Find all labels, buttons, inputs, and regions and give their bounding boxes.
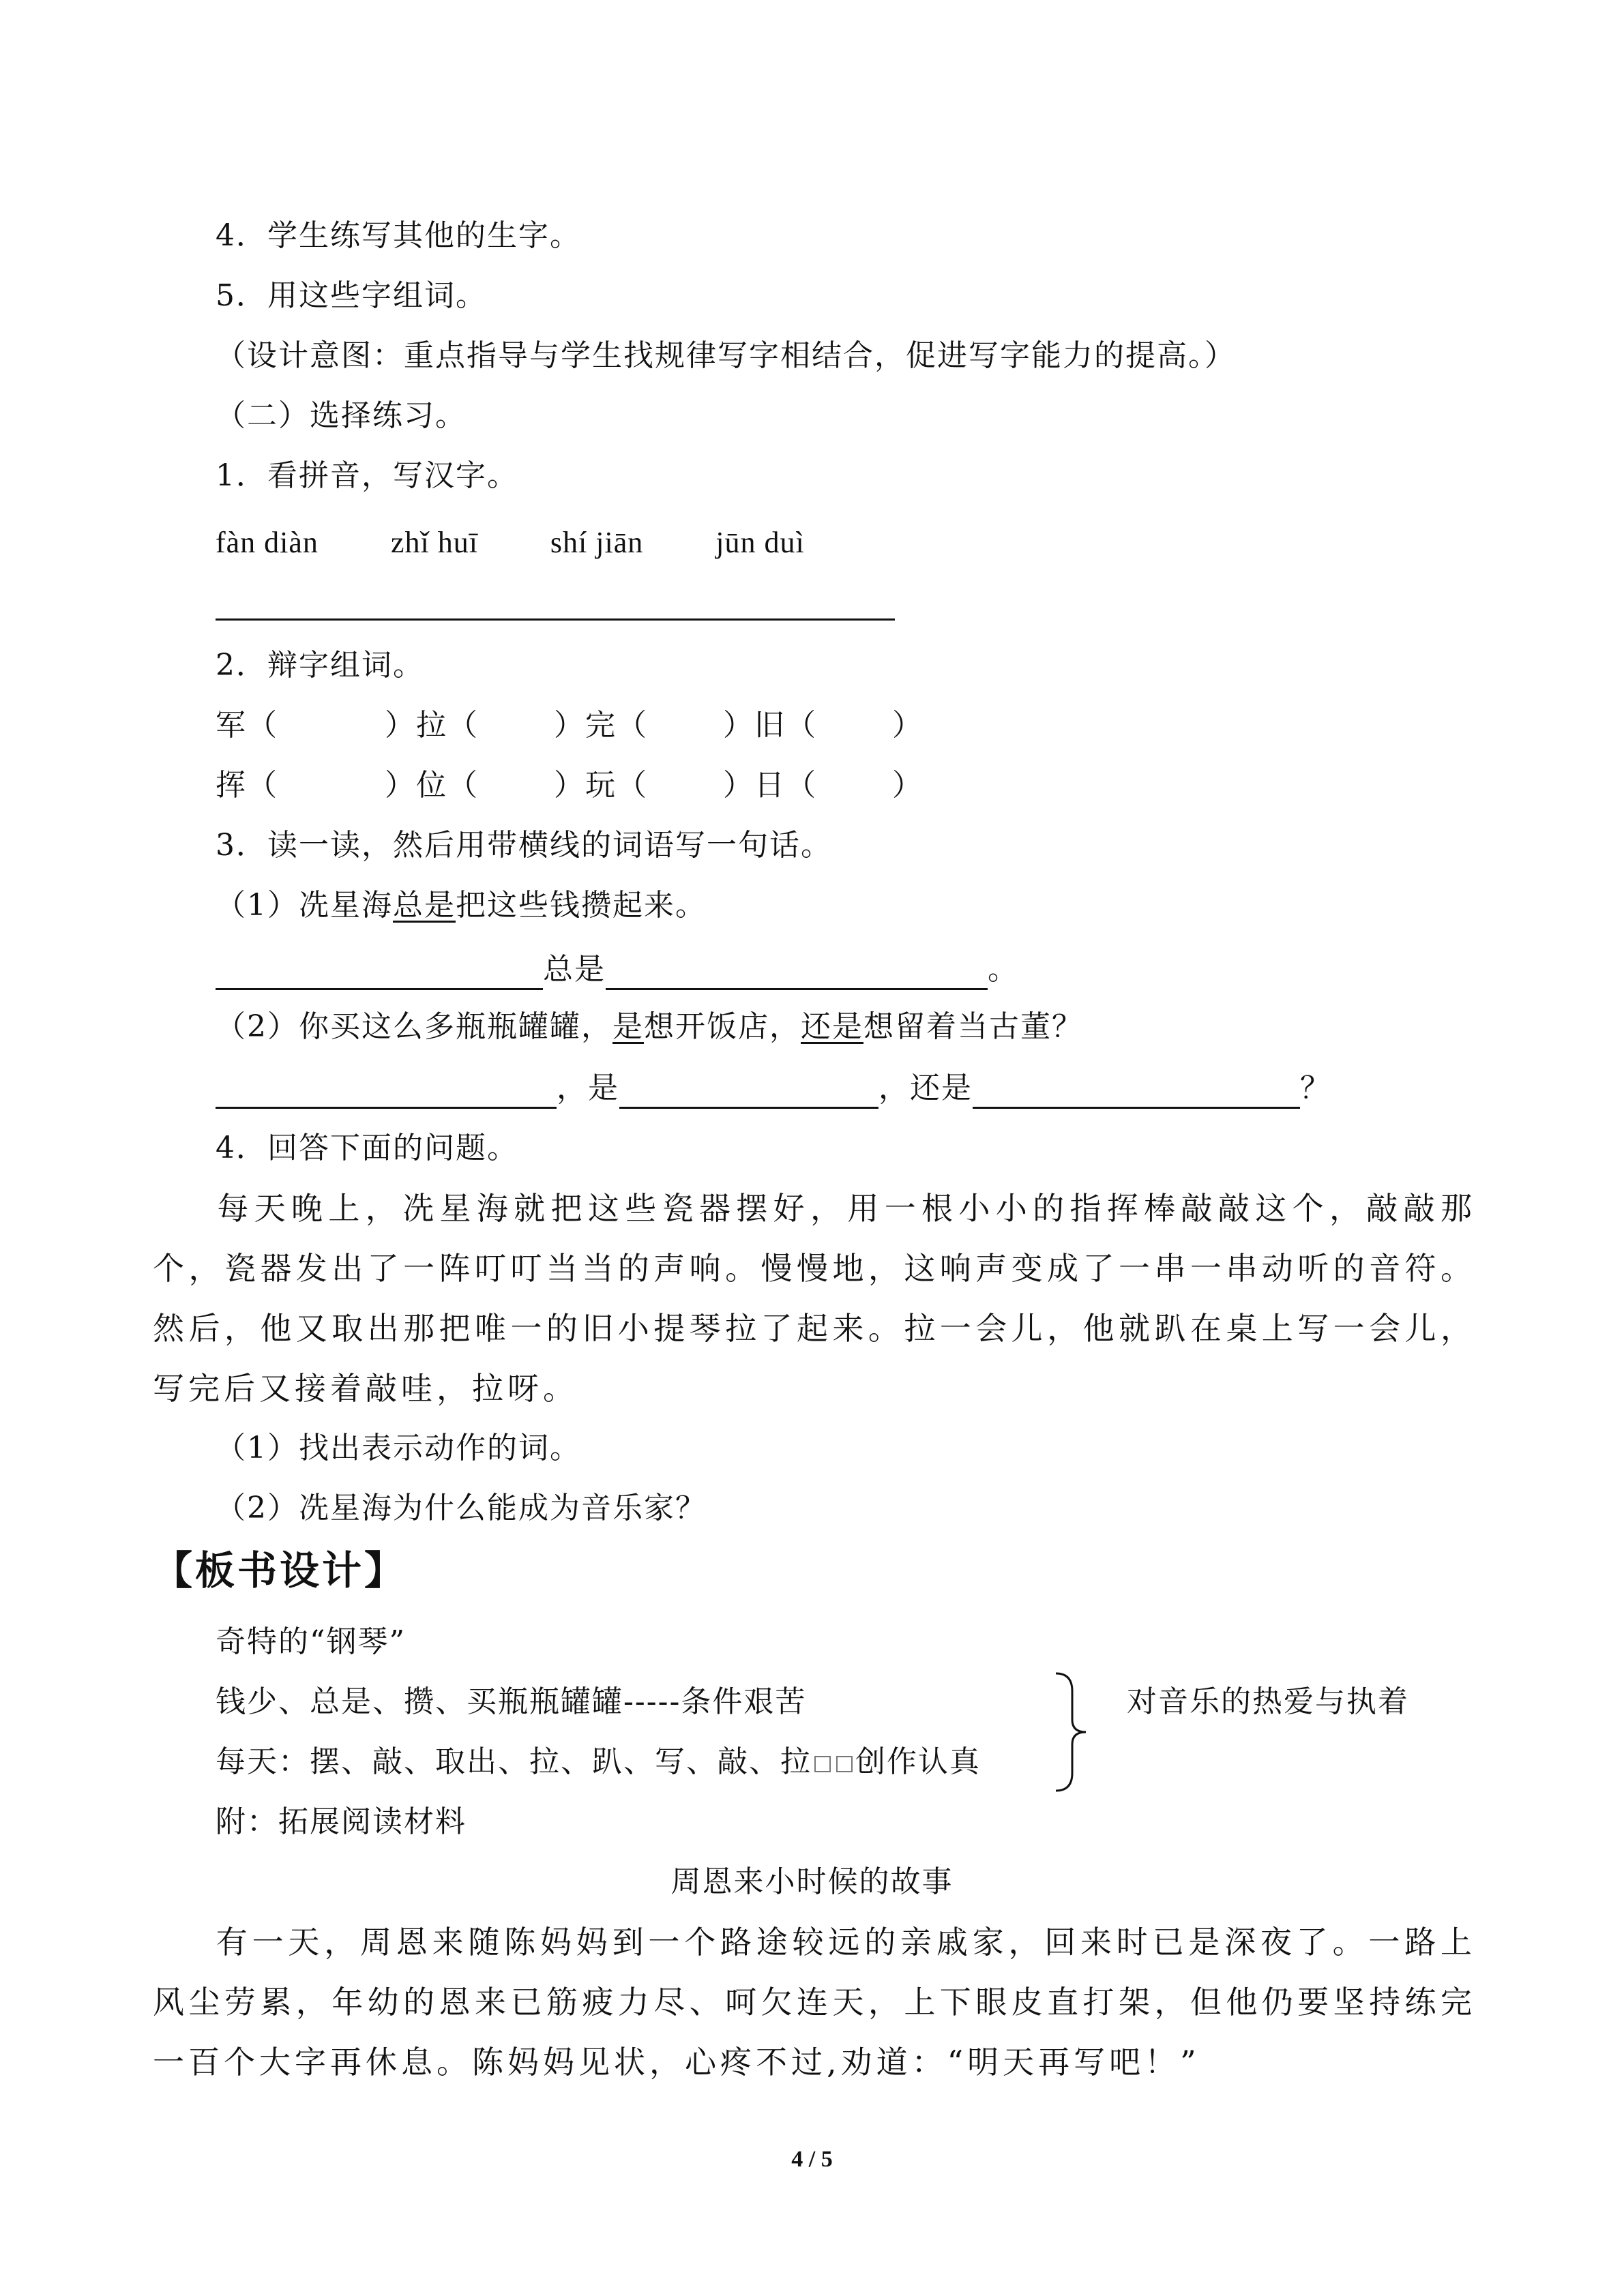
story-text (153, 1912, 1476, 2092)
text: 。 (988, 952, 1019, 987)
paren-cell: 挥（ (216, 768, 278, 803)
reading-passage (153, 1178, 1476, 1418)
board-line: 钱少、总是、攒、买瓶瓶罐罐-----条件艰苦 (216, 1684, 807, 1719)
pinyin-item: fàn diàn (216, 526, 319, 559)
pinyin-row (216, 522, 866, 563)
paren-cell: ）玩（ (554, 768, 648, 803)
passage-text: 每天晚上，冼星海就把这些瓷器摆好，用一根小小的指挥棒敲敲这个，敲敲那个，瓷器发出了一阵叮叮当当的声响。慢慢地，这响声变成了一串一串动听的音符。然后，他又取出那把唯一的旧小提琴拉了起来。拉一会儿，他就趴在桌上写一会儿，写完后又接着敲哇，拉呀。 (153, 1190, 1476, 1407)
text-line: （设计意图：重点指导与学生找规律写字相结合，促进写字能力的提高。） (216, 338, 1236, 373)
text: 每天：摆、敲、取出、拉、趴、写、敲、拉 (216, 1744, 812, 1779)
underlined-word: 总是 (393, 888, 456, 923)
story-title: 周恩来小时候的故事 (670, 1864, 954, 1899)
text: （1）冼星海 (216, 888, 393, 923)
story-paragraph: 有一天，周恩来随陈妈妈到一个路途较远的亲戚家，回来时已是深夜了。一路上风尘劳累，年幼的恩来已筋疲力尽、呵欠连天，上下眼皮直打架，但他仍要坚持练完一百个大字再休息。陈妈妈见状，心疼不过,劝道：“明天再写吧！” (153, 1924, 1476, 2081)
text-line: （二）选择练习。 (216, 398, 467, 433)
blank (619, 1074, 879, 1109)
fill-line (216, 949, 1019, 990)
text-line: 2．辩字组词。 (216, 648, 424, 683)
fill-line (216, 1068, 1331, 1109)
paren-row (216, 705, 1061, 746)
text-line: 4．学生练写其他的生字。 (216, 218, 581, 253)
pinyin-item: zhǐ huī (390, 526, 478, 559)
paren-cell: ） (892, 708, 924, 743)
pinyin-item: shí jiān (550, 526, 644, 559)
answer-line (216, 618, 895, 621)
text: ？ (1300, 1071, 1331, 1105)
paren-cell: 军（ (216, 708, 278, 743)
box-glyph (814, 1756, 831, 1772)
text: （2）你买这么多瓶瓶罐罐， (216, 1009, 612, 1044)
paren-cell: ） (892, 768, 924, 803)
board-line: 附：拓展阅读材料 (216, 1804, 467, 1839)
text-line: 4．回答下面的问题。 (216, 1131, 518, 1165)
blank (606, 955, 988, 990)
board-line (216, 1742, 981, 1783)
text: ，是 (557, 1071, 619, 1105)
paren-cell: ）拉（ (385, 708, 479, 743)
question: （2）冼星海为什么能成为音乐家？ (216, 1491, 707, 1525)
text: 把这些钱攒起来。 (456, 888, 707, 923)
text: 想开饭店， (644, 1009, 801, 1044)
blank (973, 1074, 1300, 1109)
text-line: 5．用这些字组词。 (216, 278, 487, 313)
text: 想留着当古董？ (863, 1009, 1083, 1044)
paren-row (216, 765, 1061, 806)
paren-cell: ）位（ (385, 768, 479, 803)
text-line (216, 885, 707, 926)
right-brace-icon (1050, 1671, 1091, 1793)
text: 总是 (543, 952, 606, 987)
board-line: 奇特的“钢琴” (216, 1624, 406, 1659)
text: 创作认真 (855, 1744, 981, 1779)
section-title: 【板书设计】 (153, 1547, 407, 1594)
board-summary: 对音乐的热爱与执着 (1127, 1684, 1409, 1719)
text-line: 3．读一读，然后用带横线的词语写一句话。 (216, 828, 832, 863)
page-number: 4 / 5 (791, 2147, 833, 2172)
underlined-word: 是 (612, 1009, 644, 1044)
paren-cell: ）完（ (554, 708, 648, 743)
blank (216, 955, 543, 990)
box-glyph (836, 1756, 853, 1772)
question: （1）找出表示动作的词。 (216, 1431, 581, 1465)
underlined-word: 还是 (801, 1009, 863, 1044)
paren-cell: ）旧（ (723, 708, 817, 743)
paren-cell: ）日（ (723, 768, 817, 803)
blank (216, 1074, 557, 1109)
text-line: 1．看拼音，写汉字。 (216, 458, 518, 493)
pinyin-item: jūn duì (715, 526, 805, 559)
text: ，还是 (879, 1071, 973, 1105)
text-line (216, 1007, 1083, 1047)
